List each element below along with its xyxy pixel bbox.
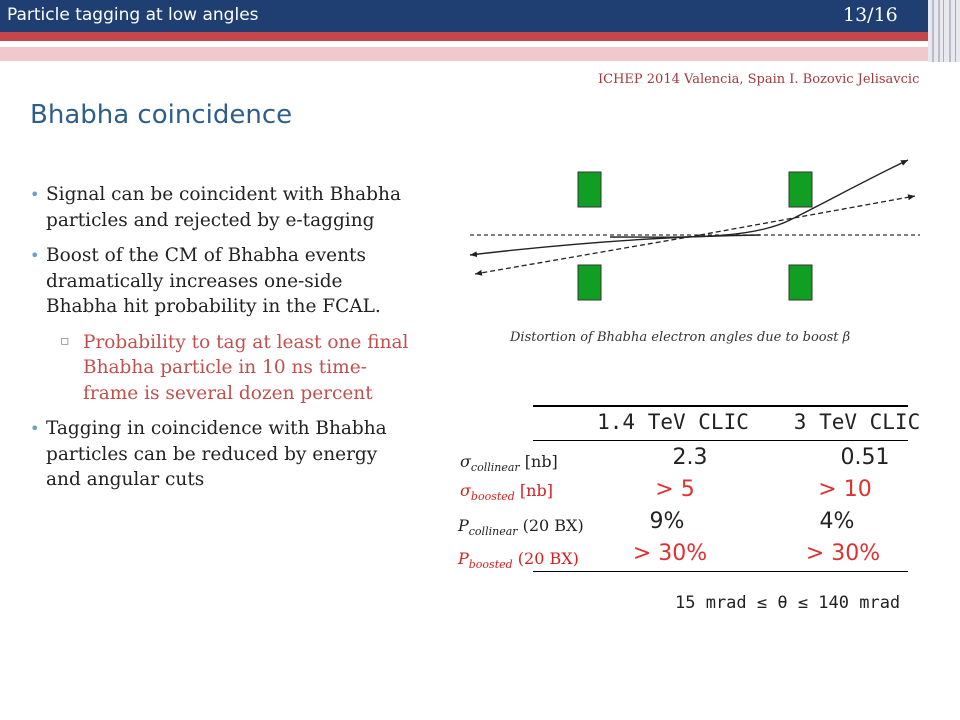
table-cell: > 10	[818, 477, 872, 502]
table-cell: 2.3	[672, 445, 708, 470]
detector-block	[789, 265, 812, 300]
table-cell: > 30%	[805, 541, 881, 566]
bullet-text: Boost of the CM of Bhabha events dramatically increases one-side Bhabha hit probability in the FCAL.	[46, 245, 381, 317]
table-header-rule	[533, 440, 908, 441]
header-title: Particle tagging at low angles	[7, 5, 259, 25]
boost-diagram	[460, 150, 930, 310]
bullet-marker: •	[30, 419, 40, 438]
header-pink-band	[0, 47, 960, 61]
table-top-rule	[533, 405, 908, 407]
slide-title: Bhabha coincidence	[30, 100, 293, 130]
header-red-band	[0, 32, 960, 41]
bullet-marker: •	[30, 185, 40, 204]
bullet-marker: •	[30, 246, 40, 265]
bullet-item	[28, 243, 413, 320]
boosted-track-right	[610, 160, 908, 237]
header-stripes	[928, 0, 960, 62]
table-cell: 9%	[649, 509, 685, 534]
table-column-header: 3 TeV CLIC	[793, 410, 921, 434]
table-cell: 0.51	[840, 445, 890, 470]
row-label: $\sigma_{collinear}$ [nb]	[460, 452, 558, 475]
bullet-item	[28, 182, 413, 233]
conference-label: ICHEP 2014 Valencia, Spain I. Bozovic Jelisavcic	[598, 72, 920, 87]
table-cell: > 5	[655, 477, 695, 502]
row-label: $P_{boosted}$ (20 BX)	[458, 549, 579, 572]
table-column-header: 1.4 TeV CLIC	[597, 410, 749, 434]
row-label: $\sigma_{boosted}$ [nb]	[460, 481, 553, 504]
table-cell: 4%	[819, 509, 855, 534]
slide-number: 13/16	[843, 4, 898, 26]
detector-block	[789, 172, 812, 207]
sub-bullet-item	[28, 330, 413, 407]
detector-block	[578, 265, 601, 300]
table-cell: > 30%	[632, 541, 708, 566]
bullet-item	[28, 416, 413, 493]
detector-block	[578, 172, 601, 207]
sub-bullet-text: Probability to tag at least one final Bhabha particle in 10 ns time-frame is several dozen percent	[83, 331, 409, 404]
diagram-caption: Distortion of Bhabha electron angles due to boost β	[510, 330, 851, 345]
table-bottom-rule	[533, 571, 908, 572]
boosted-track-left	[470, 235, 760, 255]
theta-range-note: 15 mrad ≤ θ ≤ 140 mrad	[675, 593, 901, 613]
bullet-text: Tagging in coincidence with Bhabha particles can be reduced by energy and angular cuts	[46, 418, 387, 490]
bullet-list	[28, 182, 413, 503]
bullet-text: Signal can be coincident with Bhabha particles and rejected by e-tagging	[46, 184, 401, 231]
sub-bullet-marker: ▫	[60, 332, 70, 349]
row-label: $P_{collinear}$ (20 BX)	[458, 516, 584, 539]
